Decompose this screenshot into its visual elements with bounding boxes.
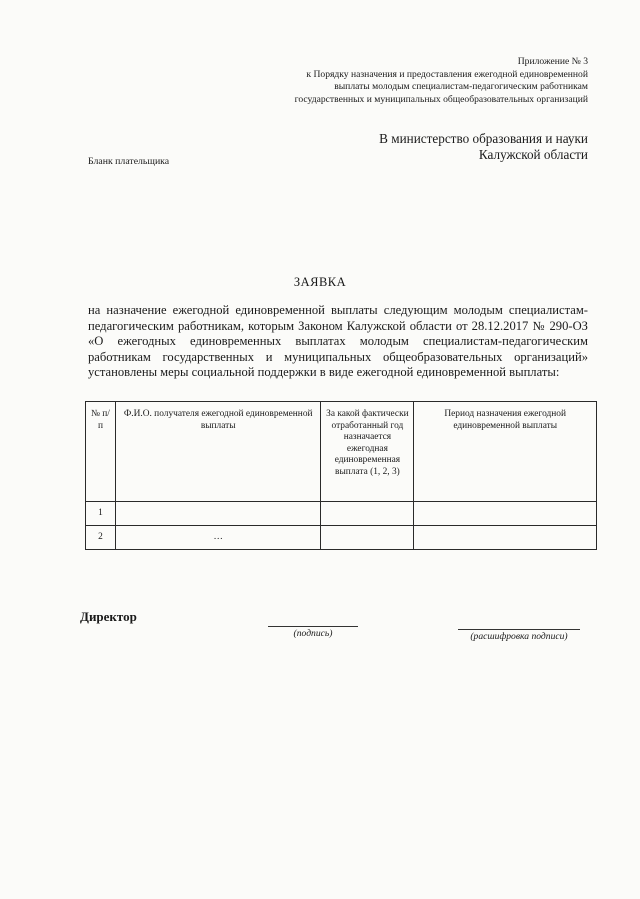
recipient-line-2: Калужской области: [478, 147, 588, 162]
table-cell: …: [115, 526, 321, 550]
table-row: [86, 502, 597, 526]
table-cell: [414, 526, 597, 550]
table-cell: [321, 526, 414, 550]
recipient-block: [288, 131, 588, 163]
recipient-line-1: В министерство образования и науки: [379, 131, 588, 146]
table-cell: [321, 502, 414, 526]
decoding-caption: (расшифровка подписи): [470, 631, 568, 642]
payer-form-label: Бланк плательщика: [88, 156, 170, 167]
application-body-text: на назначение ежегодной единовременной выплаты следующим молодым специалистам-педагогическим работникам, которым Законом Калужской области от 28.12.2017 № 290-ОЗ «О ежегодных единовременных выплатах молодым специалистам-педагогическим работникам государственных и муниципальных общеобразовательных организаций» установлены меры социальной поддержки в виде ежегодной единовременной выплаты:: [88, 303, 588, 380]
table-cell: 2: [86, 526, 116, 550]
table-cell: 1: [86, 502, 116, 526]
table-cell: [414, 502, 597, 526]
signature-line: [268, 626, 358, 627]
table-cell: [115, 502, 321, 526]
appendix-line: к Порядку назначения и предоставления ежегодной единовременной: [306, 68, 588, 80]
appendix-line: Приложение № 3: [517, 56, 588, 67]
director-label: Директор: [80, 609, 137, 624]
appendix-line: государственных и муниципальных общеобразовательных организаций: [294, 93, 588, 105]
document-title: ЗАЯВКА: [293, 275, 347, 289]
table-row: [86, 526, 597, 550]
decoding-line: [458, 629, 580, 630]
appendix-header: [228, 56, 588, 106]
recipients-table: [85, 401, 597, 550]
table-header-row: [86, 402, 597, 502]
header-full-name: Ф.И.О. получателя ежегодной единовременной выплаты: [115, 402, 321, 502]
header-worked-year: За какой фактически отработанный год назначается ежегодная единовременная выплата (1, 2, 3): [321, 402, 414, 502]
signature-caption: (подпись): [293, 628, 333, 639]
appendix-line: выплаты молодым специалистам-педагогическим работникам: [334, 81, 588, 93]
header-number: № п/п: [86, 402, 116, 502]
header-payment-period: Период назначения ежегодной единовременной выплаты: [414, 402, 597, 502]
